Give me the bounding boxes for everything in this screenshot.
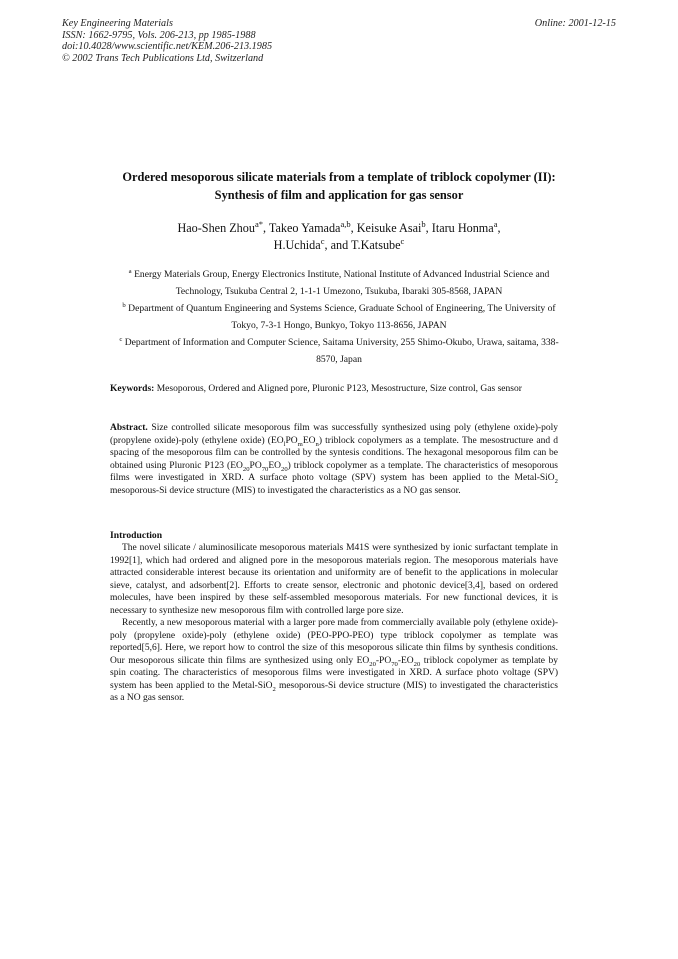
keywords	[110, 383, 558, 396]
author-name: Keisuke Asai	[356, 221, 422, 235]
doi-line: doi:10.4028/www.scientific.net/KEM.206-213.1985	[62, 41, 273, 53]
affiliation-b: $^b$ Department of Quantum Engineering and Systems Science, Graduate School of Engineering, The University of Tokyo, 7-3-1 Hongo, Bunkyo, Tokyo 113-8656, JAPAN	[122, 301, 556, 331]
author-name: Takeo Yamada	[268, 221, 341, 235]
author-affil-mark: a	[493, 218, 498, 229]
online-date: Online: 2001-12-15	[534, 18, 616, 29]
paper-title: Ordered mesoporous silicate materials from a template of triblock copolymer (II): Synthesis of film and application for gas sensor	[122, 170, 556, 202]
author-list: Hao-Shen Zhou$^{a*}$, Takeo Yamada$^{a,b}$, Keisuke Asai$^b$, Itaru Honma$^a$, H.Uchida$^c$, and T.Katsube$^c$	[177, 218, 501, 252]
abstract: Abstract. Size controlled silicate mesoporous film was successfully synthesized using poly (ethylene oxide)-poly (propylene oxide)-poly (ethylene oxide) $(EO_lPO_mEO_n)$ triblock copolymers as a template. The mesostructure and d spacing of the mesoporous film can be controlled by the syntesis conditions. The hexagonal mesoporous film can be obtained using Pluronic P123 $(EO_{20}PO_{70}EO_{20})$ triblock copolymer as a template. The characteristics of mesoporous films were investigated in XRD. A surface photo voltage (SPV) system has been applied to the Metal-SiO$_2$ mesoporous-Si device structure (MIS) to investigated the characteristics as a NO gas sensor.	[110, 423, 558, 496]
journal-header	[62, 18, 272, 64]
author-name: Hao-Shen Zhou	[177, 221, 255, 235]
copyright-line: © 2002 Trans Tech Publications Ltd, Switzerland	[62, 52, 264, 64]
author-affil-mark: b	[421, 218, 426, 229]
author-affil-mark: a,b	[340, 218, 351, 229]
author-affil-mark: c	[320, 235, 325, 246]
author-name: T.Katsube	[351, 238, 401, 252]
paragraph: The novel silicate / aluminosilicate mesoporous materials M41S were synthesized by ionic surfactant template in 1992[1], which had ordered and aligned pore in the mesoporous materials region. The mesoporous materials have attracted considerable interest because its orientation and uniformity are of benefit to the applications in molecular sieve, catalyst, and adsorbent[2]. Efforts to create sensor, electronic and photonic device[3,4], based on ordered molecules, have been inspired by these self-assembled mesoporous materials. For new functional devices, it is necessary to synthesize new mesoporous film with controlled large pore size.	[110, 543, 558, 616]
paragraph: Recently, a new mesoporous material with a larger pore made from commercially available poly (ethylene oxide)-poly (propylene oxide)-poly (ethylene oxide) (PEO-PPO-PEO) type triblock copolymer as template was reported[5,6]. Here, we report how to control the size of this mesoporous silicate thin films by synthesis conditions. Our mesoporous silicate thin films are synthesized using only $EO_{20}-PO_{70}-EO_{20}$ triblock copolymer as template by spin coating. The characteristics of mesoporous films were investigated in XRD. A surface photo voltage (SPV) system has been applied to the Metal-SiO$_2$ mesoporous-Si device structure (MIS) to investigated the characteristics as a NO gas sensor.	[110, 618, 558, 703]
journal-name: Key Engineering Materials	[62, 18, 173, 29]
author-affil-mark: c	[400, 235, 405, 246]
author-name: Itaru Honma	[431, 221, 494, 235]
affiliation-c: $^c$ Department of Information and Computer Science, Saitama University, 255 Shimo-Okubo, Urawa, saitama, 338-8570, Japan	[119, 335, 559, 365]
keywords-text: Mesoporous, Ordered and Aligned pore, Pluronic P123, Mesostructure, Size control, Gas sensor	[156, 384, 522, 394]
issn-line: ISSN: 1662-9795, Vols. 206-213, pp 1985-1988	[62, 29, 256, 41]
introduction-body	[110, 542, 558, 705]
section-heading-introduction: Introduction	[110, 530, 163, 541]
author-affil-mark: a*	[254, 218, 264, 229]
keywords-label: Keywords:	[110, 384, 155, 394]
abstract-label: Abstract.	[110, 423, 148, 433]
author-name: H.Uchida	[273, 238, 321, 252]
affiliation-a: $^a$ Energy Materials Group, Energy Electronics Institute, National Institute of Advanced Industrial Science and Technology, Tsukuba Central 2, 1-1-1 Umezono, Tsukuba, Ibaraki 305-8568, JAPAN	[128, 267, 550, 297]
affiliations	[110, 266, 568, 368]
